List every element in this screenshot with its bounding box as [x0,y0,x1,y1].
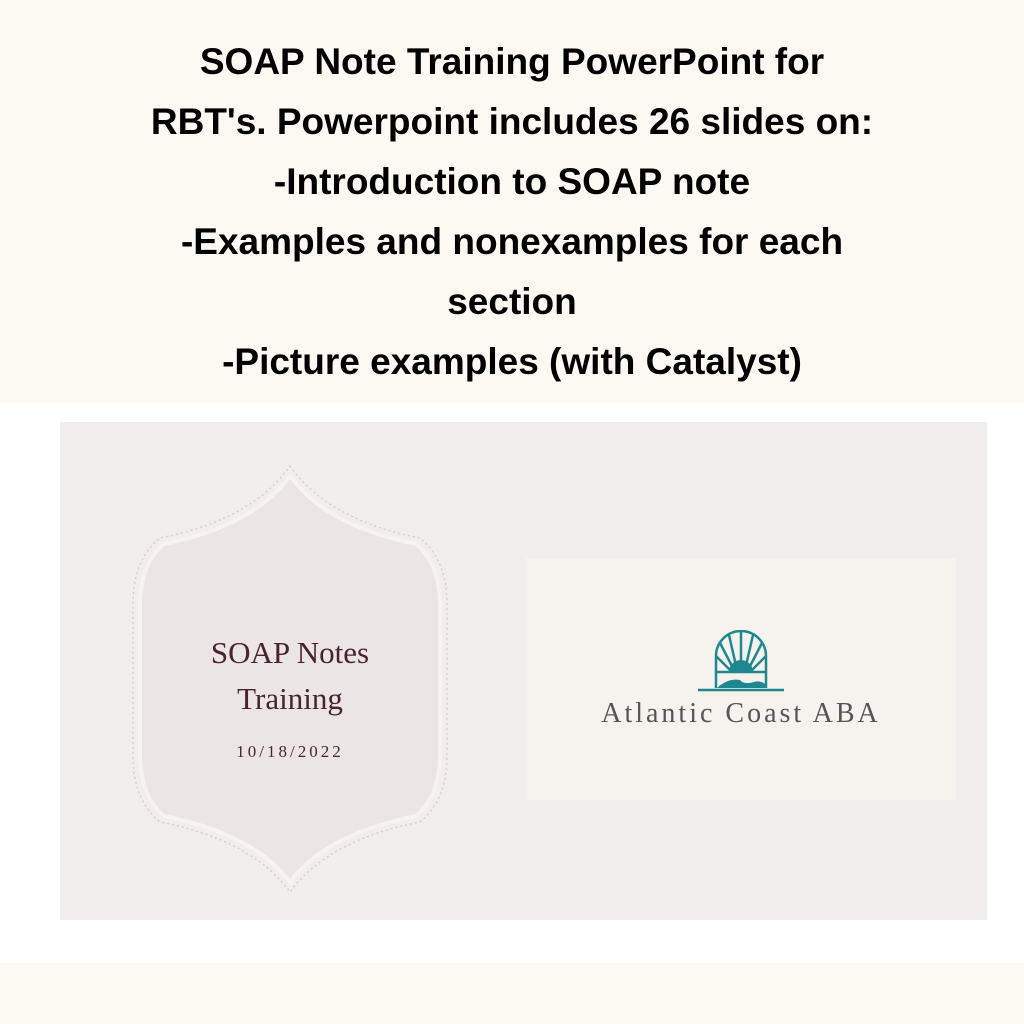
company-name: Atlantic Coast ABA [601,698,881,729]
slide-title [137,630,443,722]
headline-line: -Picture examples (with Catalyst) [222,341,802,382]
headline-line: section [447,281,577,322]
slide-title-line: SOAP Notes [210,635,370,670]
title-card [137,470,443,888]
headline-line: RBT's. Powerpoint includes 26 slides on: [150,101,874,142]
headline-line: -Examples and nonexamples for each [180,221,844,262]
slide-title-line: Training [237,681,343,716]
headline-line: -Introduction to SOAP note [273,161,751,202]
sunrise-logo-icon [698,630,784,692]
logo-panel [526,558,956,800]
slide-date: 10/18/2022 [236,742,344,761]
bottom-banner [0,963,1024,1024]
headline-line: SOAP Note Training PowerPoint for [199,41,825,82]
